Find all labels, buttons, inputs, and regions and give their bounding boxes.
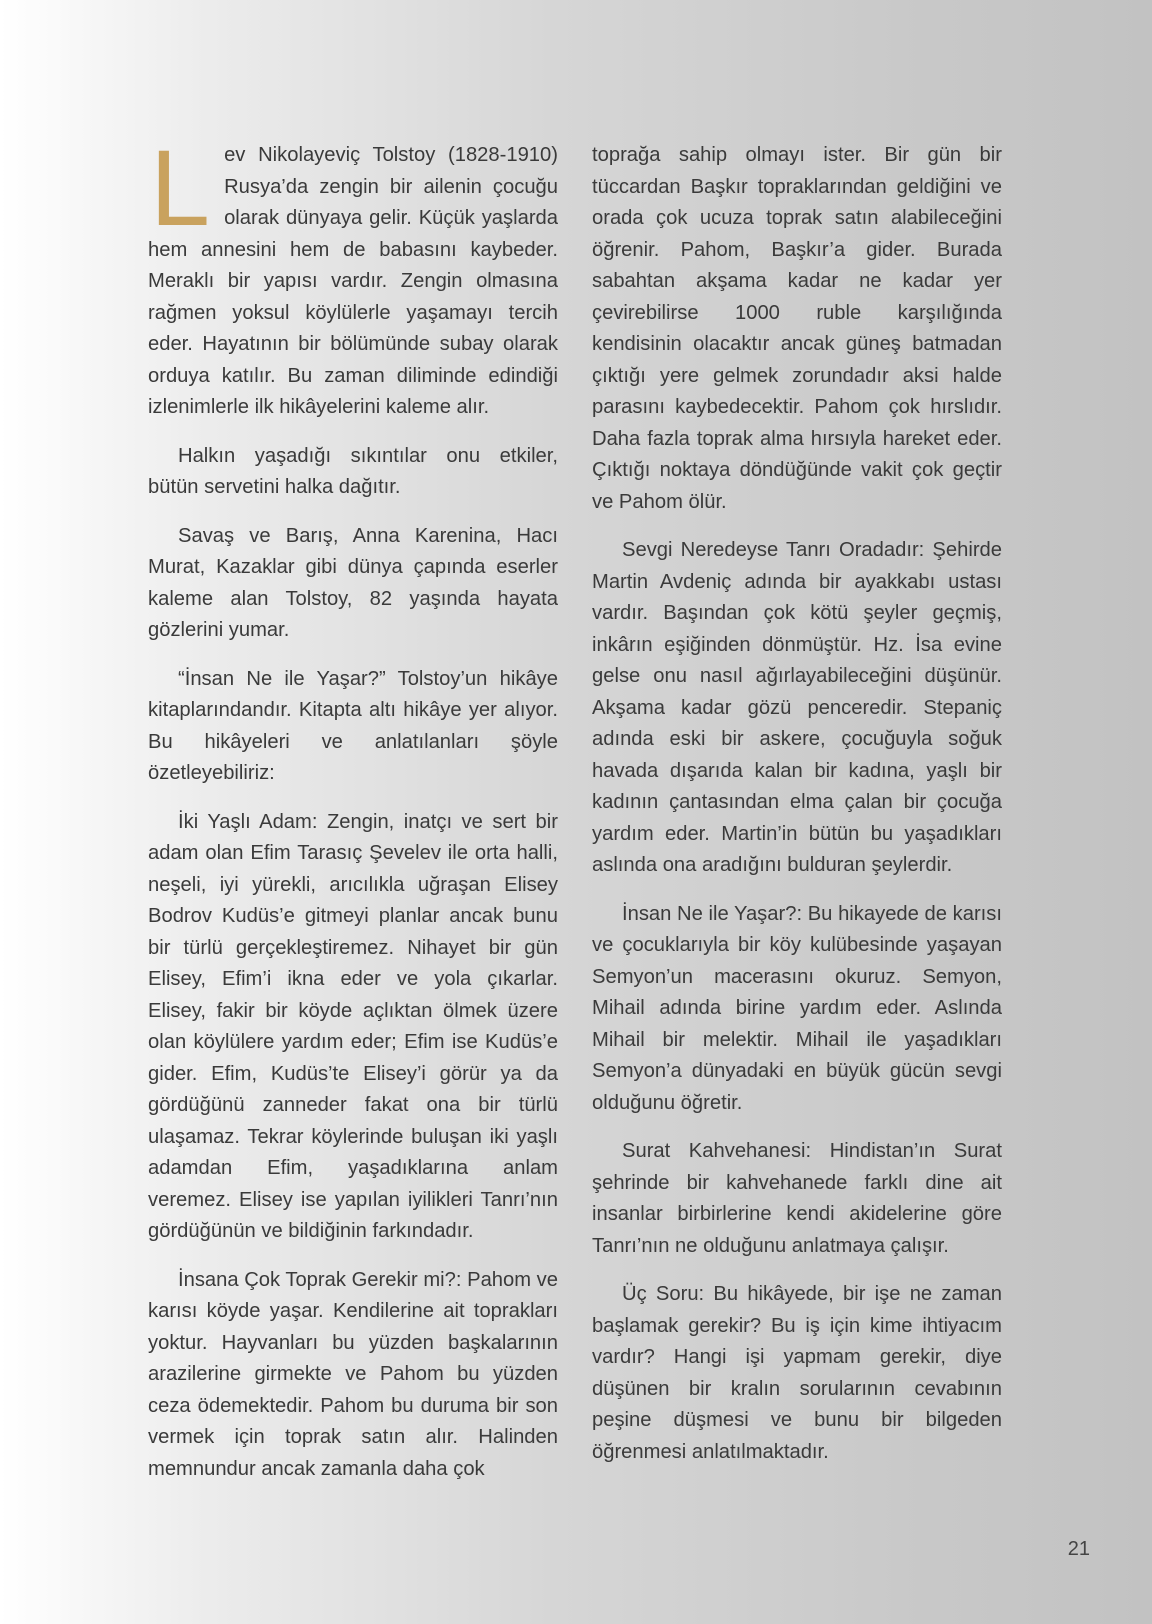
left-column: [148, 127, 558, 1502]
article-paragraph: Halkın yaşadığı sıkıntılar onu etkiler, bütün servetini halka dağıtır.: [148, 444, 558, 498]
article-paragraph: İki Yaşlı Adam: Zengin, inatçı ve sert bir adam olan Efim Tarasıç Şevelev ile orta halli, neşeli, iyi yürekli, arıcılıkla uğraşan Elisey Bodrov Kudüs’e gitmeyi planlar ancak bunu bir türlü gerçekleştiremez. Nihayet bir gün Elisey, Efim’i ikna eder ve yola çıkarlar. Elisey, fakir bir köyde açlıktan ölmek üzere olan köylülere yardım eder; Efim ise Kudüs’e gider. Efim, Kudüs’te Elisey’i görür ya da gördüğünü zanneder fakat ona bir türlü ulaşamaz. Tekrar köylerinde buluşan iki yaşlı adamdan Efim, yaşadıklarına anlam veremez. Elisey ise yapılan iyilikleri Tanrı’nın gördüğünün ve bildiğinin farkındadır.: [148, 810, 558, 1242]
drop-cap: L: [150, 127, 211, 248]
page-number: 21: [1067, 1538, 1090, 1560]
article-paragraph: Sevgi Neredeyse Tanrı Oradadır: Şehirde Martin Avdeniç adında bir ayakkabı ustası vardır. Başından çok kötü şeyler geçmiş, inkârın eşiğinden dönmüştür. Hz. İsa evine gelse onu nasıl ağırlayabileceğini düşünür. Akşama kadar gözü penceredir. Stepaniç adında eski bir askere, çocuğuyla soğuk havada dışarıda kalan bir kadına, yaşlı bir kadının çantasından elma çalan bir çocuğa yardım eder. Martin’in bütün bu yaşadıkları aslında ona aradığını bulduran şeylerdir.: [592, 539, 1002, 876]
intro-text: ev Nikolayeviç Tolstoy (1828-1910) Rusya’da zengin bir ailenin çocuğu olarak dünyaya gelir. Küçük yaşlarda hem annesini hem de babasını kaybeder. Meraklı bir yapısı vardır. Zengin olmasına rağmen yoksul köylülerle yaşamayı tercih eder. Hayatının bir bölümünde subay olarak orduya katılır. Bu zaman diliminde edindiği izlenimlerle ilk hikâyelerini kaleme alır.: [148, 144, 558, 418]
article-paragraph: Surat Kahvehanesi: Hindistan’ın Surat şehrinde bir kahvehanede farklı dine ait insanlar birbirlerine kendi akidelerine göre Tanrı’nın ne olduğunu anlatmaya çalışır.: [592, 1140, 1002, 1257]
article-paragraph-intro: [148, 127, 558, 424]
article-paragraph: İnsana Çok Toprak Gerekir mi?: Pahom ve karısı köyde yaşar. Kendilerine ait toprakları yoktur. Hayvanları bu yüzden başkalarının arazilerine girmekte ve Pahom bu yüzden ceza ödemektedir. Pahom bu duruma bir son vermek için toprak satın alır. Halinden memnundur ancak zamanla daha çok: [148, 1268, 558, 1480]
article-paragraph: Savaş ve Barış, Anna Karenina, Hacı Murat, Kazaklar gibi dünya çapında eserler kaleme alan Tolstoy, 82 yaşında hayata gözlerini yumar.: [148, 524, 558, 641]
article-paragraph: İnsan Ne ile Yaşar?: Bu hikayede de karısı ve çocuklarıyla bir köy kulübesinde yaşayan Semyon’un macerasını okuruz. Semyon, Mihail adında birine yardım eder. Aslında Mihail bir melektir. Mihail ile yaşadıkları Semyon’a dünyadaki en büyük gücün sevgi olduğunu öğretir.: [592, 902, 1002, 1114]
article-paragraph-continued: toprağa sahip olmayı ister. Bir gün bir tüccardan Başkır topraklarından geldiğini ve orada çok ucuza toprak satın alabileceğini öğrenir. Pahom, Başkır’a gider. Burada sabahtan akşama kadar ne kadar yer çevirebilirse 1000 ruble karşılığında kendisinin olacaktır ancak güneş batmadan çıktığı yere gelmek zorundadır aksi halde parasını kaybedecektir. Pahom çok hırslıdır. Daha fazla toprak alma hırsıyla hareket eder. Çıktığı noktaya döndüğünde vakit çok geçtir ve Pahom ölür.: [592, 144, 1002, 513]
article-paragraph: Üç Soru: Bu hikâyede, bir işe ne zaman başlamak gerekir? Bu iş için kime ihtiyacım vardır? Hangi işi yapmam gerekir, diye düşünen bir kralın sorularının cevabının peşine düşmesi ve bunu bir bilgeden öğrenmesi anlatılmaktadır.: [592, 1283, 1002, 1463]
article-paragraph: “İnsan Ne ile Yaşar?” Tolstoy’un hikâye kitaplarındandır. Kitapta altı hikâye yer alıyor. Bu hikâyeleri ve anlatılanları şöyle özetleyebiliriz:: [148, 667, 558, 784]
right-column: [592, 140, 1002, 1485]
